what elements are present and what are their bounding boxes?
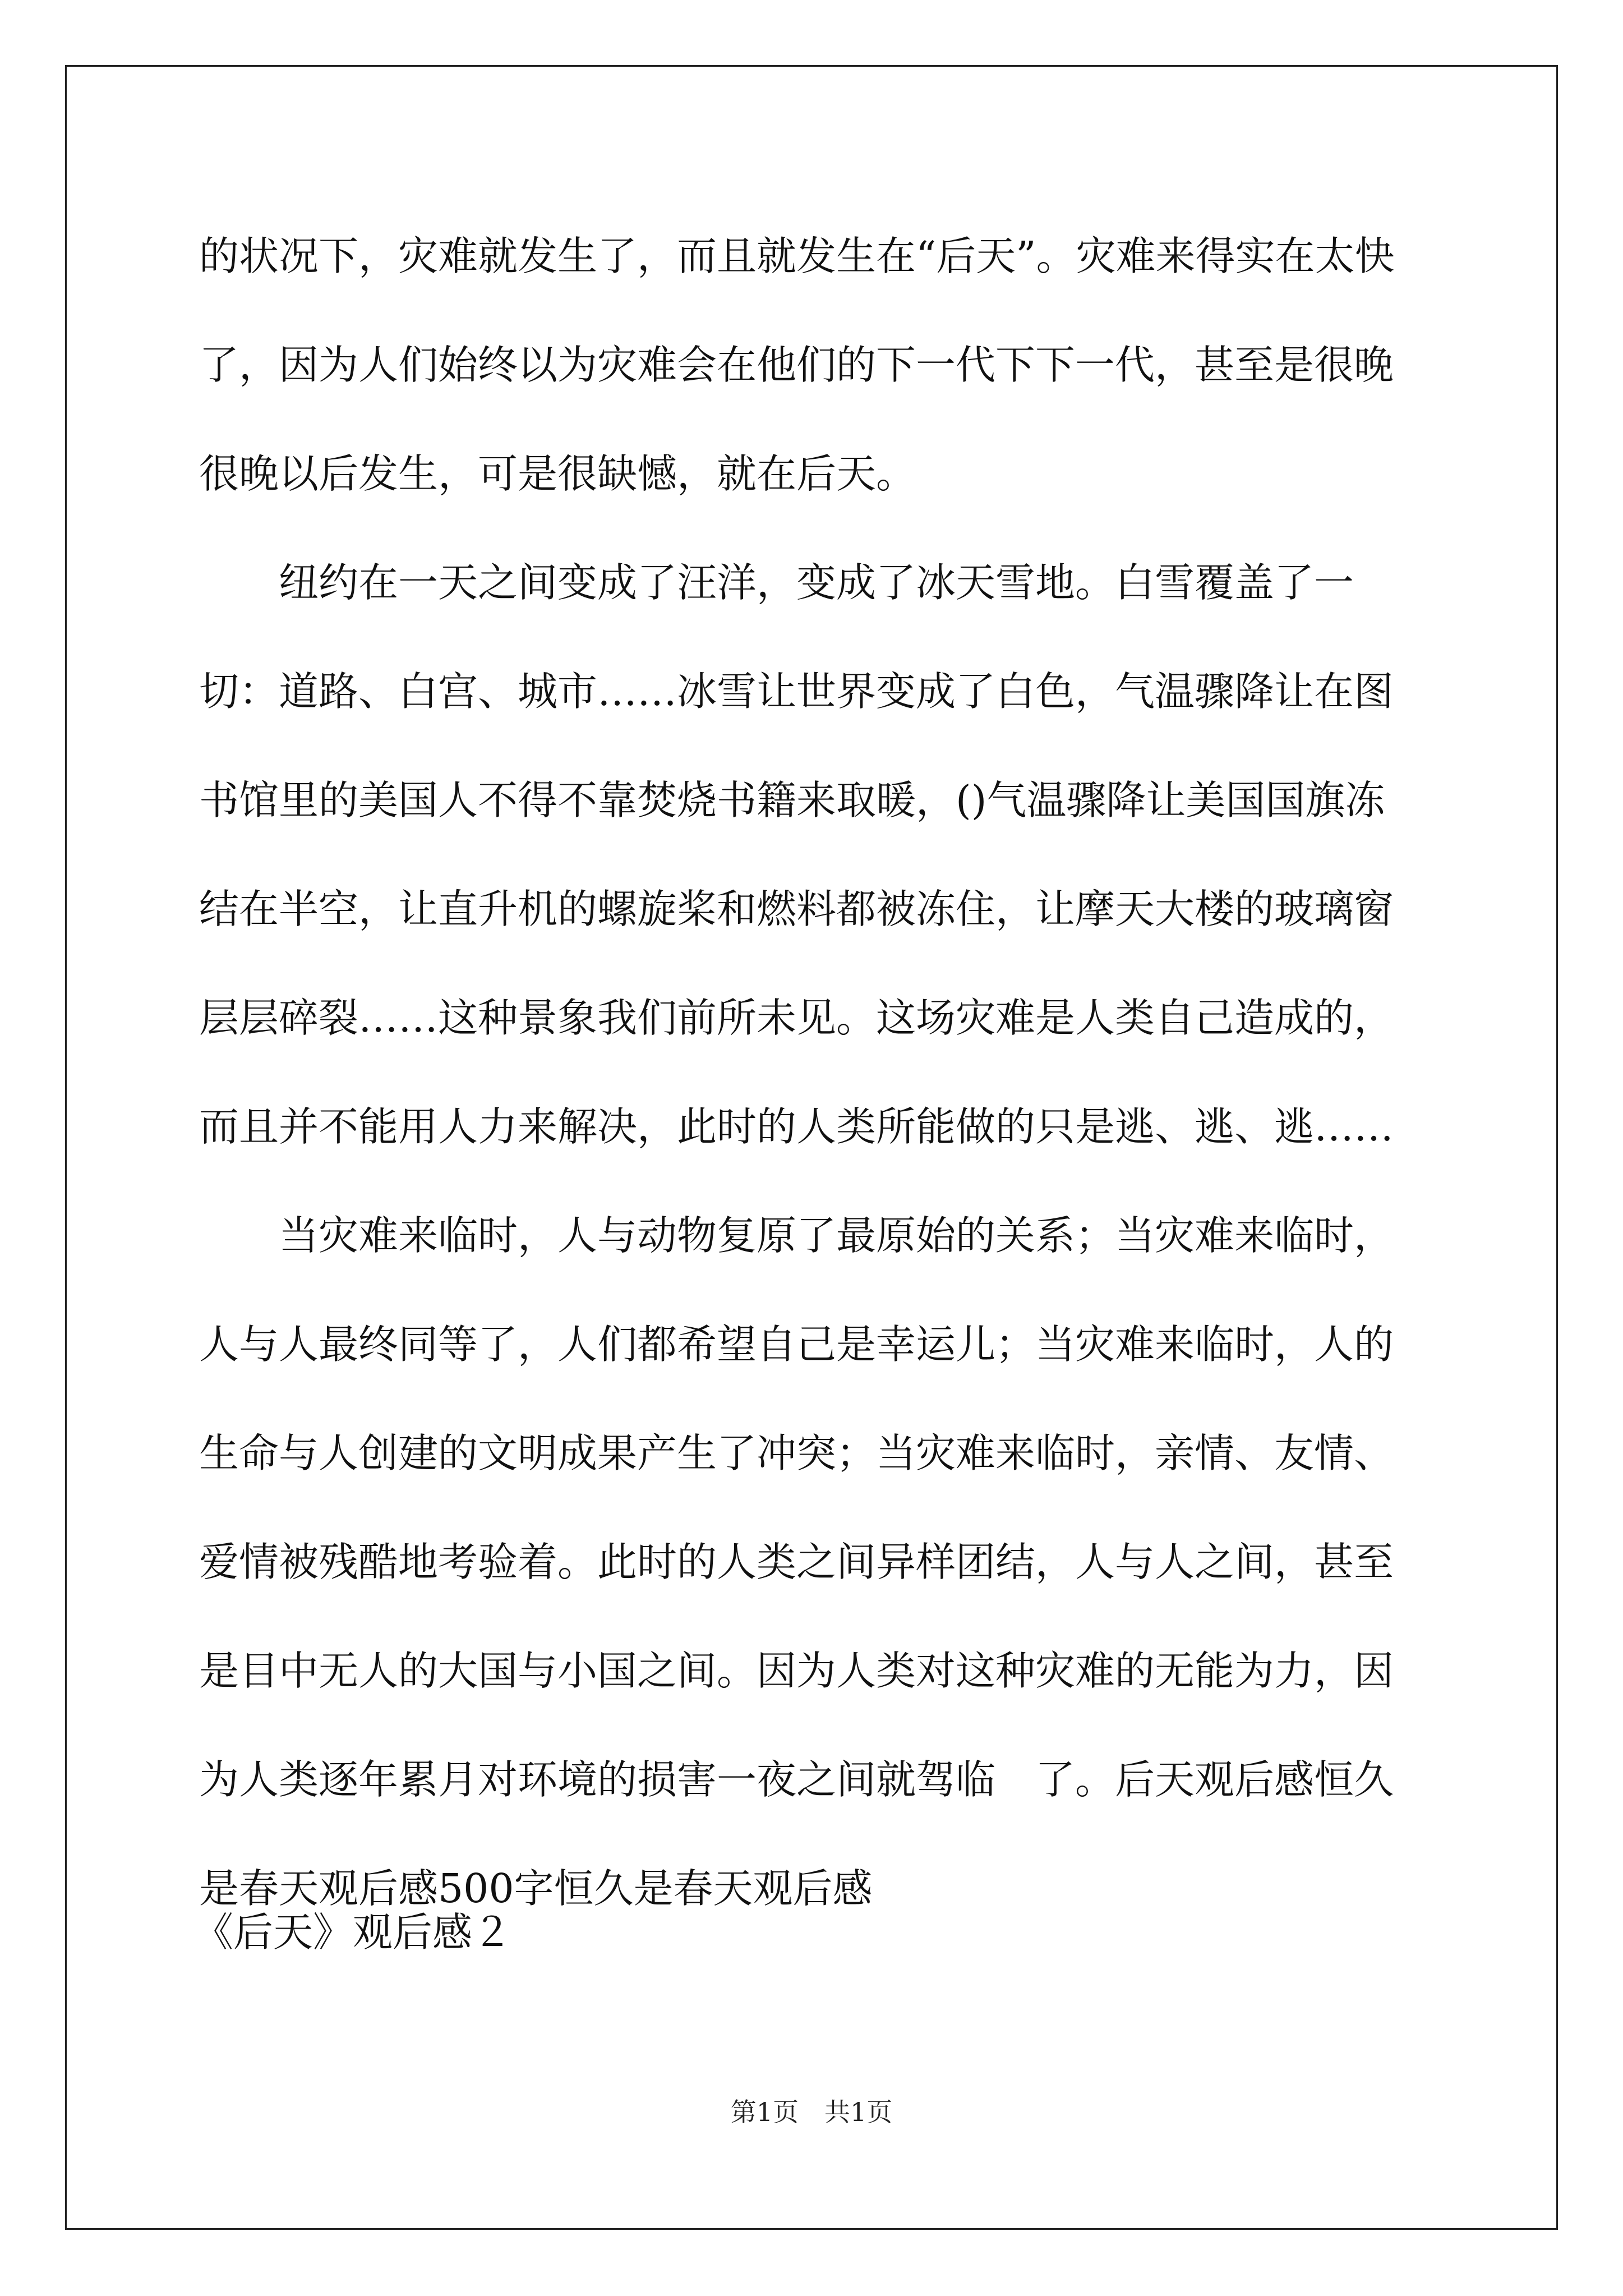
paragraph-2: 纽约在一天之间变成了汪洋，变成了冰天雪地。白雪覆盖了一切：道路、白宫、城市……冰雪让世界变成了白色，气温骤降让在图书馆里的美国人不得不靠焚烧书籍来取暖，()气温骤降让美国国旗冻结在半空，让直升机的螺旋桨和燃料都被冻住，让摩天大楼的玻璃窗层层碎裂……这种景象我们前所未见。这场灾难是人类自己造成的，而且并不能用人力来解决，此时的人类所能做的只是逃、逃、逃…… — [199, 559, 1394, 1150]
document-body — [199, 202, 1424, 1943]
paragraph-3: 当灾难来临时，人与动物复原了最原始的关系；当灾难来临时，人与人最终同等了，人们都希望自己是幸运儿；当灾难来临时，人的生命与人创建的文明成果产生了冲突；当灾难来临时，亲情、友情、爱情被残酷地考验着。此时的人类之间异样团结，人与人之间，甚至是目中无人的大国与小国之间。因为人类对这种灾难的无能为力，因为人类逐年累月对环境的损害一夜之间就驾临 了。后天观后感恒久是春天观后感500字恒久是春天观后感 — [199, 1212, 1394, 1912]
page-number-footer: 第1页 共1页 — [730, 2097, 893, 2127]
paragraph-1: 的状况下，灾难就发生了，而且就发生在“后天”。灾难来得实在太快了，因为人们始终以为灾难会在他们的下一代下下一代，甚至是很晚很晚以后发生，可是很缺憾，就在后天。 — [199, 233, 1395, 497]
section-heading: 《后天》观后感２ — [193, 1909, 513, 1955]
